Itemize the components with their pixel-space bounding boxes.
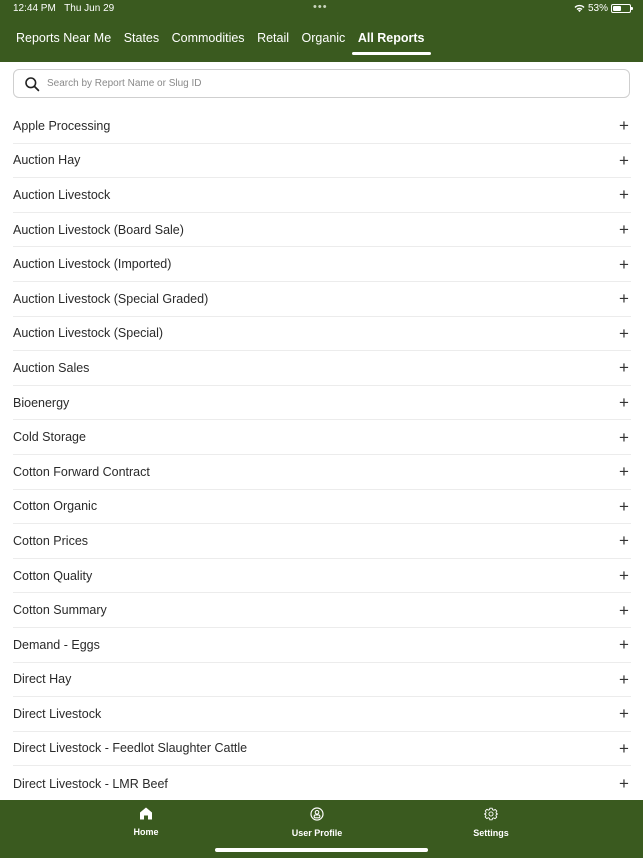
tab-reports-near-me[interactable]: Reports Near Me <box>16 31 112 45</box>
plus-icon[interactable]: + <box>619 185 629 205</box>
list-item[interactable] <box>13 420 631 455</box>
list-item-label: Direct Livestock - Feedlot Slaughter Cattle <box>13 741 248 756</box>
header <box>0 0 643 62</box>
list-item[interactable] <box>13 732 631 767</box>
list-item-label: Auction Livestock (Special) <box>13 326 164 341</box>
nav-home-label: Home <box>133 827 159 837</box>
tab-commodities[interactable]: Commodities <box>171 31 245 45</box>
list-item[interactable] <box>13 697 631 732</box>
list-item[interactable] <box>13 593 631 628</box>
list-item[interactable] <box>13 178 631 213</box>
list-item[interactable] <box>13 351 631 386</box>
list-item-label: Cotton Quality <box>13 568 93 583</box>
wifi-icon <box>574 4 585 13</box>
battery-icon <box>611 4 631 13</box>
plus-icon[interactable]: + <box>619 704 629 724</box>
plus-icon[interactable]: + <box>619 566 629 586</box>
status-bar <box>0 0 643 18</box>
list-item[interactable] <box>13 282 631 317</box>
tab-organic[interactable]: Organic <box>301 31 346 45</box>
list-item-label: Direct Livestock <box>13 706 102 721</box>
category-tabs <box>16 31 437 51</box>
list-item-label: Cold Storage <box>13 430 86 445</box>
plus-icon[interactable]: + <box>619 393 629 413</box>
list-item[interactable] <box>13 559 631 594</box>
tab-states[interactable]: States <box>123 31 160 45</box>
plus-icon[interactable]: + <box>619 600 629 620</box>
list-item[interactable] <box>13 386 631 421</box>
plus-icon[interactable]: + <box>619 220 629 240</box>
list-item-label: Auction Livestock (Special Graded) <box>13 291 209 306</box>
list-item-label: Demand - Eggs <box>13 637 100 652</box>
plus-icon[interactable]: + <box>619 358 629 378</box>
list-item-label: Direct Hay <box>13 672 72 687</box>
plus-icon[interactable]: + <box>619 462 629 482</box>
plus-icon[interactable]: + <box>619 254 629 274</box>
plus-icon[interactable]: + <box>619 427 629 447</box>
list-item-label: Bioenergy <box>13 395 70 410</box>
list-item-label: Cotton Prices <box>13 533 89 548</box>
nav-user-profile-label: User Profile <box>291 828 343 838</box>
plus-icon[interactable]: + <box>619 116 629 136</box>
list-item-label: Auction Livestock <box>13 187 111 202</box>
status-time: 12:44 PM Thu Jun 29 <box>13 3 115 14</box>
multitask-dots-icon[interactable]: ••• <box>313 1 328 13</box>
list-item[interactable] <box>13 247 631 282</box>
list-item-label: Cotton Forward Contract <box>13 464 150 479</box>
battery-percent: 53% <box>587 3 608 14</box>
list-item[interactable] <box>13 317 631 352</box>
bottom-tab-bar <box>0 800 643 858</box>
plus-icon[interactable]: + <box>619 774 629 794</box>
list-item[interactable] <box>13 213 631 248</box>
list-item-label: Auction Livestock (Board Sale) <box>13 222 184 237</box>
status-right <box>574 3 631 14</box>
nav-settings-label: Settings <box>473 828 509 838</box>
plus-icon[interactable]: + <box>619 635 629 655</box>
plus-icon[interactable]: + <box>619 531 629 551</box>
list-item[interactable] <box>13 628 631 663</box>
plus-icon[interactable]: + <box>619 289 629 309</box>
list-item-label: Direct Livestock - LMR Beef <box>13 776 168 791</box>
list-item-label: Cotton Summary <box>13 603 107 618</box>
nav-home[interactable] <box>96 807 196 840</box>
home-indicator[interactable] <box>215 848 428 852</box>
list-item-label: Auction Sales <box>13 360 90 375</box>
plus-icon[interactable]: + <box>619 323 629 343</box>
list-item[interactable] <box>13 109 631 144</box>
plus-icon[interactable]: + <box>619 496 629 516</box>
list-item[interactable] <box>13 144 631 179</box>
list-item[interactable] <box>13 766 631 801</box>
list-item[interactable] <box>13 490 631 525</box>
nav-settings[interactable] <box>441 807 541 841</box>
list-item[interactable] <box>13 663 631 698</box>
gear-icon <box>484 807 498 821</box>
tab-all-reports[interactable]: All Reports <box>358 31 425 51</box>
list-item[interactable] <box>13 524 631 559</box>
list-item-label: Apple Processing <box>13 118 111 133</box>
plus-icon[interactable]: + <box>619 738 629 758</box>
plus-icon[interactable]: + <box>619 669 629 689</box>
nav-user-profile[interactable] <box>267 807 367 841</box>
plus-icon[interactable]: + <box>619 150 629 170</box>
report-list <box>0 109 643 801</box>
home-icon <box>139 807 153 820</box>
search-icon <box>24 76 40 92</box>
list-item-label: Auction Hay <box>13 153 81 168</box>
list-item[interactable] <box>13 455 631 490</box>
search-bar[interactable] <box>13 69 630 98</box>
search-input[interactable] <box>47 78 607 89</box>
user-profile-icon <box>310 807 324 821</box>
list-item-label: Auction Livestock (Imported) <box>13 257 172 272</box>
list-item-label: Cotton Organic <box>13 499 98 514</box>
tab-retail[interactable]: Retail <box>257 31 290 45</box>
